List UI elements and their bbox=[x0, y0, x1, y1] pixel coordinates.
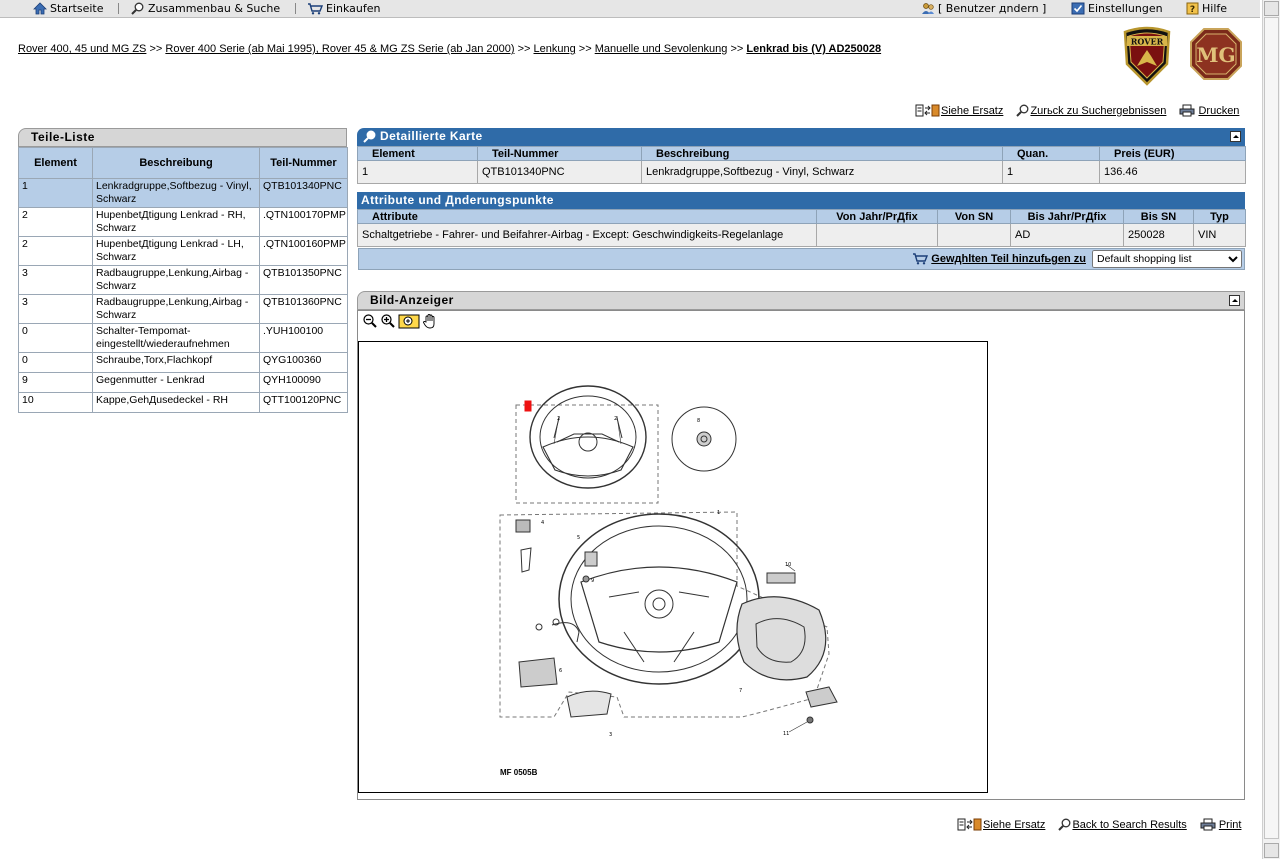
image-viewer-title: Bild-Anzeiger bbox=[370, 293, 454, 307]
attribute-text: Schaltgetriebe - Fahrer- und Beifahrer-Airbag - Except: Geschwindigkeits-Regelanlage bbox=[358, 224, 817, 247]
row-part-number: QTB101350PNC bbox=[260, 266, 348, 295]
nav-settings-label: Einstellungen bbox=[1088, 2, 1163, 15]
row-part-number: QTT100120PNC bbox=[260, 393, 348, 413]
nav-assembly-search[interactable] bbox=[131, 1, 280, 16]
callout-label: 11 bbox=[783, 731, 790, 737]
nav-shop-label: Einkaufen bbox=[326, 2, 381, 15]
column-header: Beschreibung bbox=[642, 147, 1003, 161]
magnifier-icon bbox=[1058, 818, 1072, 831]
column-header[interactable]: Teil-Nummer bbox=[260, 148, 348, 179]
callout-label: 2 bbox=[614, 416, 618, 422]
row-part-number: QYG100360 bbox=[260, 353, 348, 373]
zoom-out-icon[interactable] bbox=[362, 313, 378, 329]
detail-card-header bbox=[357, 128, 1245, 146]
add-selected-part-label: Gewдhlten Teil hinzufьgen zu bbox=[931, 253, 1086, 265]
zoom-in-icon[interactable] bbox=[380, 313, 396, 329]
table-row[interactable] bbox=[19, 373, 348, 393]
row-element: 3 bbox=[19, 266, 93, 295]
magnifier-icon bbox=[131, 2, 145, 15]
detail-header-row bbox=[358, 147, 1246, 161]
nav-separator bbox=[118, 3, 119, 14]
shopping-list-select[interactable] bbox=[1092, 250, 1242, 268]
detail-quantity: 1 bbox=[1003, 161, 1100, 184]
parts-list-table bbox=[18, 147, 348, 413]
table-row[interactable] bbox=[19, 208, 348, 237]
svg-text:?: ? bbox=[1189, 5, 1196, 15]
table-row[interactable] bbox=[19, 237, 348, 266]
back-to-results-label: Zurьck zu Suchergebnissen bbox=[1030, 105, 1167, 117]
parts-list-title: Teile-Liste bbox=[31, 130, 95, 144]
scroll-down-button[interactable] bbox=[1264, 843, 1279, 858]
viewer-toolbar bbox=[362, 313, 440, 331]
breadcrumb bbox=[18, 43, 881, 55]
add-selected-part-link[interactable] bbox=[912, 252, 1086, 265]
replacement-icon bbox=[957, 818, 983, 831]
row-element: 0 bbox=[19, 353, 93, 373]
vertical-scrollbar[interactable] bbox=[1262, 0, 1280, 859]
nav-home-label: Startseite bbox=[50, 2, 104, 15]
attributes-table bbox=[357, 209, 1246, 247]
print-link[interactable] bbox=[1179, 105, 1239, 117]
scroll-up-button[interactable] bbox=[1264, 1, 1279, 16]
row-part-number: QYH100090 bbox=[260, 373, 348, 393]
row-element: 9 bbox=[19, 373, 93, 393]
rover-logo bbox=[1121, 26, 1173, 86]
breadcrumb-separator: >> bbox=[517, 43, 531, 55]
nav-shop[interactable] bbox=[307, 1, 380, 16]
callout-label: 10 bbox=[785, 562, 792, 568]
collapse-icon[interactable] bbox=[1229, 295, 1240, 306]
row-part-number: QTB101340PNC bbox=[260, 179, 348, 208]
nav-assembly-label: Zusammenbau & Suche bbox=[148, 2, 281, 15]
column-header: Element bbox=[358, 147, 478, 161]
table-row[interactable] bbox=[19, 266, 348, 295]
column-header: Von SN bbox=[938, 210, 1011, 224]
row-description[interactable]: Radbaugruppe,Lenkung,Airbag - Schwarz bbox=[93, 266, 260, 295]
attributes-data-row bbox=[358, 224, 1246, 247]
see-replacement-link[interactable] bbox=[915, 105, 1003, 117]
callout-label: 8 bbox=[697, 418, 701, 424]
users-icon bbox=[921, 2, 935, 15]
add-to-list-bar bbox=[358, 248, 1245, 270]
callout-label: 9 bbox=[591, 578, 595, 584]
table-row[interactable] bbox=[19, 295, 348, 324]
printer-icon bbox=[1200, 818, 1216, 831]
printer-icon bbox=[1179, 104, 1195, 117]
bottom-action-links bbox=[957, 818, 1241, 831]
back-to-results-link[interactable] bbox=[1058, 819, 1186, 831]
home-icon bbox=[33, 2, 47, 15]
breadcrumb-current[interactable]: Lenkrad bis (V) AD250028 bbox=[746, 43, 882, 55]
callout-label: 7 bbox=[739, 688, 743, 694]
row-description[interactable]: HupenbetДtigung Lenkrad - RH, Schwarz bbox=[93, 208, 260, 237]
parts-table-header-row bbox=[19, 148, 348, 179]
fit-to-window-icon[interactable] bbox=[398, 313, 420, 329]
row-part-number: .QTN100160PMP bbox=[260, 237, 348, 266]
nav-change-user-label: [ Benutzer дndern ] bbox=[938, 2, 1047, 15]
back-to-results-link[interactable] bbox=[1016, 105, 1166, 117]
row-part-number: QTB101360PNC bbox=[260, 295, 348, 324]
print-label: Drucken bbox=[1198, 105, 1240, 117]
detail-price: 136.46 bbox=[1100, 161, 1246, 184]
cart-icon bbox=[912, 252, 928, 265]
breadcrumb-separator: >> bbox=[730, 43, 744, 55]
detail-part-number: QTB101340PNC bbox=[478, 161, 642, 184]
attributes-header bbox=[357, 192, 1245, 209]
column-header: Von Jahr/PrДfix bbox=[817, 210, 938, 224]
detail-data-row bbox=[358, 161, 1246, 184]
column-header: Typ bbox=[1194, 210, 1246, 224]
parts-diagram-frame[interactable] bbox=[358, 341, 988, 793]
column-header: Teil-Nummer bbox=[478, 147, 642, 161]
callout-label: 5 bbox=[577, 535, 581, 541]
column-header: Preis (EUR) bbox=[1100, 147, 1246, 161]
breadcrumb-separator: >> bbox=[578, 43, 592, 55]
nav-home[interactable] bbox=[33, 1, 104, 16]
column-header: Attribute bbox=[358, 210, 817, 224]
column-header[interactable]: Element bbox=[19, 148, 93, 179]
callout-label: 1 bbox=[717, 510, 721, 516]
attribute-to-year: AD bbox=[1011, 224, 1124, 247]
breadcrumb-separator: >> bbox=[149, 43, 163, 55]
top-action-links bbox=[915, 104, 1239, 117]
row-element: 2 bbox=[19, 208, 93, 237]
callout-label: 2 bbox=[557, 416, 561, 422]
row-part-number: .QTN100170PMP bbox=[260, 208, 348, 237]
attribute-from-year bbox=[817, 224, 938, 247]
row-element: 0 bbox=[19, 324, 93, 353]
mg-logo-text: MG bbox=[1196, 43, 1236, 67]
row-element: 3 bbox=[19, 295, 93, 324]
attributes-title: Attribute und Дnderungspunkte bbox=[361, 193, 554, 207]
detail-description: Lenkradgruppe,Softbezug - Vinyl, Schwarz bbox=[642, 161, 1003, 184]
collapse-icon[interactable] bbox=[1230, 131, 1241, 142]
settings-checkbox-icon bbox=[1071, 2, 1085, 15]
callout-label: 4 bbox=[541, 520, 545, 526]
see-replacement-link[interactable] bbox=[957, 819, 1045, 831]
row-description[interactable]: Radbaugruppe,Lenkung,Airbag - Schwarz bbox=[93, 295, 260, 324]
row-description[interactable]: HupenbetДtigung Lenkrad - LH, Schwarz bbox=[93, 237, 260, 266]
nav-help-label: Hilfe bbox=[1202, 2, 1228, 15]
table-row[interactable] bbox=[19, 353, 348, 373]
parts-list-header bbox=[18, 128, 347, 147]
see-replacement-label: Siehe Ersatz bbox=[983, 819, 1046, 831]
table-row[interactable] bbox=[19, 179, 348, 208]
magnifier-icon bbox=[1016, 104, 1030, 117]
column-header: Quan. bbox=[1003, 147, 1100, 161]
row-description[interactable]: Schalter-Tempomat-eingestellt/wiederaufnehmen bbox=[93, 324, 260, 353]
attribute-to-sn: 250028 bbox=[1124, 224, 1194, 247]
row-description[interactable]: Lenkradgruppe,Softbezug - Vinyl, Schwarz bbox=[93, 179, 260, 208]
diagram-code: MF 0505B bbox=[500, 768, 538, 777]
breadcrumb-link[interactable]: Manuelle und Sevolenkung bbox=[594, 43, 728, 55]
cart-icon bbox=[307, 2, 323, 15]
row-description[interactable]: Kappe,GehДusedeckel - RH bbox=[93, 393, 260, 413]
table-row[interactable] bbox=[19, 324, 348, 353]
top-navigation-bar bbox=[0, 0, 1260, 18]
row-element: 10 bbox=[19, 393, 93, 413]
print-label: Print bbox=[1218, 819, 1242, 831]
nav-separator bbox=[295, 3, 296, 14]
breadcrumb-link[interactable]: Lenkung bbox=[533, 43, 576, 55]
detail-element: 1 bbox=[358, 161, 478, 184]
callout-label: 3 bbox=[609, 732, 613, 738]
attributes-header-row bbox=[358, 210, 1246, 224]
attribute-type: VIN bbox=[1194, 224, 1246, 247]
mg-logo bbox=[1188, 26, 1244, 82]
column-header: Bis Jahr/PrДfix bbox=[1011, 210, 1124, 224]
highlight-marker bbox=[525, 401, 531, 411]
nav-settings[interactable] bbox=[1071, 1, 1163, 16]
column-header: Bis SN bbox=[1124, 210, 1194, 224]
replacement-icon bbox=[915, 104, 941, 117]
row-description[interactable]: Schraube,Torx,Flachkopf bbox=[93, 353, 260, 373]
detail-card-table bbox=[357, 146, 1246, 184]
row-element: 2 bbox=[19, 237, 93, 266]
rover-logo-text: ROVER bbox=[1130, 36, 1164, 47]
nav-change-user[interactable] bbox=[921, 1, 1046, 16]
scroll-thumb[interactable] bbox=[1264, 17, 1279, 839]
breadcrumb-link[interactable]: Rover 400 Serie (ab Mai 1995), Rover 45 & MG ZS Serie (ab Jan 2000) bbox=[165, 43, 515, 55]
help-icon bbox=[1186, 2, 1199, 15]
callout-label: 6 bbox=[559, 668, 563, 674]
column-header[interactable]: Beschreibung bbox=[93, 148, 260, 179]
back-to-results-label: Back to Search Results bbox=[1072, 819, 1187, 831]
steering-wheel-exploded-diagram[interactable] bbox=[359, 342, 987, 792]
pan-hand-icon[interactable] bbox=[422, 313, 438, 329]
row-element: 1 bbox=[19, 179, 93, 208]
detail-card-title: Detaillierte Karte bbox=[380, 129, 483, 143]
print-link[interactable] bbox=[1200, 819, 1242, 831]
attribute-from-sn bbox=[938, 224, 1011, 247]
table-row[interactable] bbox=[19, 393, 348, 413]
breadcrumb-link[interactable]: Rover 400, 45 und MG ZS bbox=[18, 43, 147, 55]
image-viewer-header bbox=[357, 291, 1245, 310]
see-replacement-label: Siehe Ersatz bbox=[941, 105, 1004, 117]
row-description[interactable]: Gegenmutter - Lenkrad bbox=[93, 373, 260, 393]
magnifier-icon bbox=[363, 130, 377, 143]
row-part-number: .YUH100100 bbox=[260, 324, 348, 353]
nav-help[interactable] bbox=[1186, 1, 1227, 16]
